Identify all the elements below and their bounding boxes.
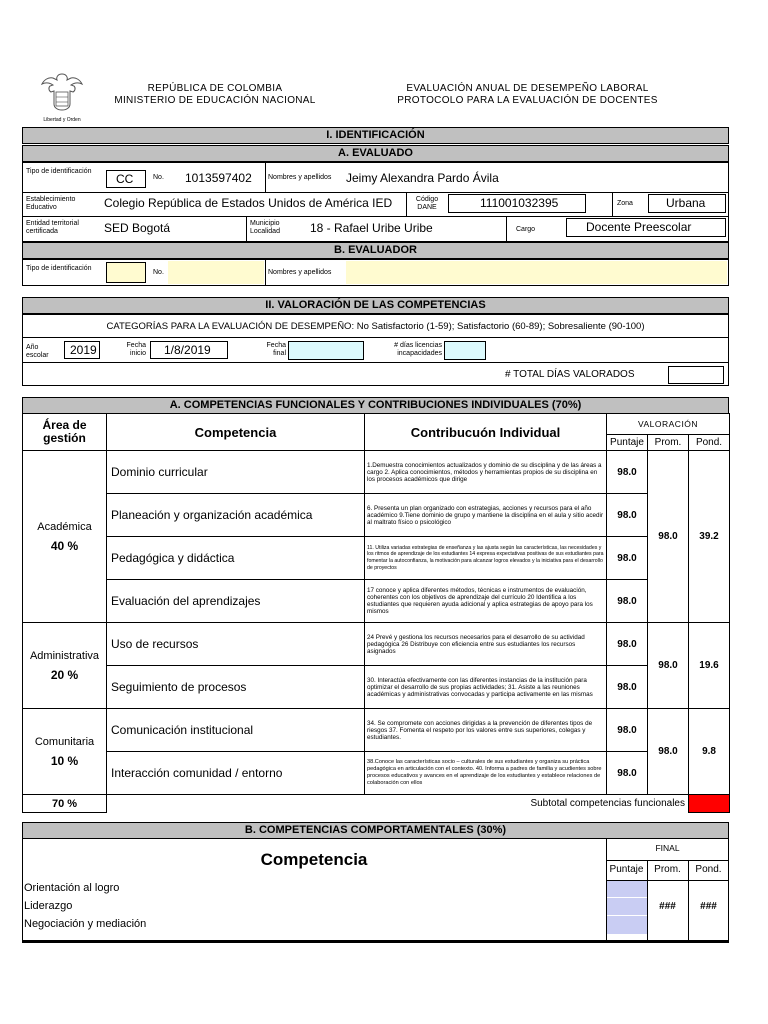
comp-puntaje-2[interactable] (607, 916, 647, 934)
tipo-id-label: Tipo de identificación (26, 168, 92, 175)
right-header (380, 83, 675, 107)
dias-licencias-label: # días licencias incapacidades (394, 342, 442, 357)
col-pond-header: Pond. (689, 435, 730, 451)
header-republic: REPÚBLICA DE COLOMBIA (147, 83, 283, 94)
area-pct: 40 % (50, 538, 79, 553)
anio-value: 2019 (70, 343, 97, 357)
competencia-name: Uso de recursos (107, 623, 365, 666)
subtotal-row (23, 795, 730, 813)
ev-nombre-label: Nombres y apellidos (268, 269, 332, 276)
area-name: Académica (37, 520, 92, 533)
entidad-value[interactable]: SED Bogotá (104, 221, 171, 235)
entidad-label: Entidad territorial certificada (26, 220, 79, 235)
competencia-name: Pedagógica y didáctica (107, 537, 365, 580)
puntaje-value[interactable]: 98.0 (607, 537, 648, 580)
col-contribucion-header: Contribucuón Individual (365, 414, 607, 451)
municipio-label: Municipio Localidad (250, 220, 280, 235)
zona-value: Urbana (666, 196, 706, 210)
area-name: Administrativa (29, 649, 100, 662)
valoracion-title: II. VALORACIÓN DE LAS COMPETENCIAS (22, 297, 729, 314)
col-area-header: Área de gestión (23, 414, 107, 451)
competencia-name: Comunicación institucional (107, 709, 365, 752)
codigo-value: 111001032395 (480, 196, 559, 210)
fecha-inicio-label: Fecha inicio (126, 342, 146, 357)
total-dias-field[interactable] (668, 366, 724, 384)
identificacion-title: I. IDENTIFICACIÓN (22, 127, 729, 144)
competencia-name: Seguimiento de procesos (107, 666, 365, 709)
left-header (110, 83, 320, 107)
comp-item-1: Liderazgo (24, 900, 73, 912)
anio-label: Año escolar (26, 344, 49, 359)
ev-tipo-label: Tipo de identificación (26, 265, 92, 272)
subtotal-label: Subtotal competencias funcionales (530, 798, 685, 810)
nombre-value[interactable]: Jeimy Alexandra Pardo Ávila (346, 171, 499, 185)
contribucion-text[interactable]: 1.Demuestra conocimientos actualizados y dominio de su disciplina y de las áreas a cargo 2. Aplica conocimientos, métodos y herramientas propios de su disciplina en los procesos académicos que dirige (365, 451, 607, 494)
pond-value: 19.6 (689, 623, 730, 709)
contribucion-text[interactable]: 6. Presenta un plan organizado con estrategias, acciones y recursos para el año académico 9.Tiene dominio de grupo y mantiene la disciplina en el aula y sitio acedir al maltrato físico o psicológico (365, 494, 607, 537)
header-protocol-title: PROTOCOLO PARA LA EVALUACIÓN DE DOCENTES (397, 95, 658, 106)
header-evaluation-title: EVALUACIÓN ANUAL DE DESEMPEÑO LABORAL (406, 83, 649, 94)
total-pct: 70 % (23, 795, 107, 813)
ev-no-label: No. (153, 269, 164, 276)
establecimiento-label: Establecimiento Educativo (26, 196, 76, 211)
coat-of-arms-logo (40, 72, 84, 123)
id-number[interactable]: 1013597402 (185, 171, 252, 185)
comp-pond-value: ### (700, 901, 717, 912)
area-name: Comunitaria (34, 735, 95, 748)
prom-value: 98.0 (648, 709, 689, 795)
fecha-final-label: Fecha final (266, 342, 286, 357)
comp-col-pond: Pond. (695, 864, 722, 875)
comp-item-0: Orientación al logro (24, 882, 120, 894)
nombre-label: Nombres y apellidos (268, 174, 332, 181)
zona-label: Zona (617, 200, 633, 207)
puntaje-value[interactable]: 98.0 (607, 752, 648, 795)
prom-value: 98.0 (648, 623, 689, 709)
subtotal-value-cell (689, 795, 730, 813)
cargo-value: Docente Preescolar (586, 220, 692, 234)
col-puntaje-header: Puntaje (607, 435, 648, 451)
contribucion-text[interactable]: 34. Se compromete con acciones dirigidas a la prevención de diferentes tipos de riesgos 37. Fomenta el respeto por los valores entre sus superiores, colegas y estudiantes. (365, 709, 607, 752)
evaluado-title: A. EVALUADO (22, 145, 729, 162)
table-row (23, 666, 730, 709)
comp-prom-value: ### (659, 901, 676, 912)
table-row (23, 623, 730, 666)
comp-col-final: FINAL (655, 843, 680, 853)
pond-value: 39.2 (689, 451, 730, 623)
table-row (23, 709, 730, 752)
col-valoracion-header: VALORACIÓN (607, 414, 730, 435)
table-row (23, 494, 730, 537)
dias-licencias-field[interactable] (444, 341, 486, 360)
puntaje-value[interactable]: 98.0 (607, 451, 648, 494)
contribucion-text[interactable]: 17 conoce y aplica diferentes métodos, técnicas e instrumentos de evaluación, coherentes con los objetivos de aprendizaje del currículo 20 Identifica a los estudiantes que requieren ayuda adicional y aplica estrategias de apoyo para los mismos (365, 580, 607, 623)
area-administrativa (23, 623, 107, 709)
comp-puntaje-1[interactable] (607, 898, 647, 916)
area-academica (23, 451, 107, 623)
area-pct: 20 % (50, 667, 79, 682)
prom-value: 98.0 (648, 451, 689, 623)
competencia-name: Planeación y organización académica (107, 494, 365, 537)
tipo-id-value: CC (116, 172, 134, 186)
contribucion-text[interactable]: 24 Prevé y gestiona los recursos necesarios para el desarrollo de su actividad pedagógica 26 Distribuye con eficiencia entre sus estudiantes los recursos asignados (365, 623, 607, 666)
comportamentales-title: B. COMPETENCIAS COMPORTAMENTALES (30%) (22, 822, 729, 839)
codigo-label: Código DANE (415, 196, 439, 211)
categorias-text: CATEGORÍAS PARA LA EVALUACIÓN DE DESEMPEÑO: No Satisfactorio (1-59); Satisfactorio (60-89); Sobresaliente (90-100) (106, 321, 645, 332)
puntaje-value[interactable]: 98.0 (607, 623, 648, 666)
contribucion-text[interactable]: 38.Conoce las características socio – culturales de sus estudiantes y organiza su práctica pedagógica en articulación con el contexto. 40. Informa a padres de familia y acudientes sobre procesos educativos y avances en el aprendizaje de los estudiantes y establece relaciones de colaboración con ellos (365, 752, 607, 795)
table-row (23, 752, 730, 795)
puntaje-value[interactable]: 98.0 (607, 666, 648, 709)
funcionales-table (22, 413, 730, 813)
puntaje-value[interactable]: 98.0 (607, 709, 648, 752)
comp-item-2: Negociación y mediación (24, 918, 147, 930)
evaluador-title: B. EVALUADOR (22, 242, 729, 259)
comp-puntaje-0[interactable] (607, 881, 647, 898)
competencia-name: Interacción comunidad / entorno (107, 752, 365, 795)
pond-value: 9.8 (689, 709, 730, 795)
total-dias-label: # TOTAL DÍAS VALORADOS (505, 369, 635, 380)
ev-number-field[interactable] (168, 261, 264, 284)
area-pct: 10 % (50, 753, 79, 768)
table-row (23, 451, 730, 494)
municipio-value[interactable]: 18 - Rafael Uribe Uribe (310, 221, 433, 235)
comp-col-competencia: Competencia (260, 850, 368, 869)
puntaje-value[interactable]: 98.0 (607, 580, 648, 623)
no-label: No. (153, 174, 164, 181)
fecha-inicio-value: 1/8/2019 (164, 343, 211, 357)
cargo-label: Cargo (516, 226, 536, 233)
competencia-name: Evaluación del aprendizajes (107, 580, 365, 623)
col-prom-header: Prom. (648, 435, 689, 451)
contribucion-text[interactable]: 11. Utiliza variadas estrategias de enseñanza y las ajusta según las características, las necesidades y los ritmos de aprendizaje de los estudiantes 14 expresa expectativas positivas de sus estudiantes para fomentar la autoconfianza, la motivación para alcanzar logros elevados y la iniciativa para el desarrollo de proyectos (365, 537, 607, 580)
puntaje-value[interactable]: 98.0 (607, 494, 648, 537)
comp-col-prom: Prom. (654, 864, 681, 875)
ev-tipo-field[interactable] (106, 262, 146, 283)
fecha-final-field[interactable] (288, 341, 364, 360)
establecimiento-value[interactable]: Colegio República de Estados Unidos de América IED (104, 196, 393, 210)
contribucion-text[interactable]: 30. Interactúa efectivamente con las diferentes instancias de la institución para optimizar el desarrollo de sus propias actividades; 31. Asiste a las reuniones académicas y administrativas convocadas y participa activamente en las mismas (365, 666, 607, 709)
competencia-name: Dominio curricular (107, 451, 365, 494)
table-row (23, 580, 730, 623)
ev-nombre-field[interactable] (346, 261, 727, 284)
funcionales-title: A. COMPETENCIAS FUNCIONALES Y CONTRIBUCIONES INDIVIDUALES (70%) (22, 397, 729, 414)
comp-col-puntaje: Puntaje (609, 864, 644, 875)
header-ministry: MINISTERIO DE EDUCACIÓN NACIONAL (114, 95, 316, 106)
logo-caption: Libertad y Orden (43, 117, 81, 123)
area-comunitaria (23, 709, 107, 795)
col-competencia-header: Competencia (107, 414, 365, 451)
table-row (23, 537, 730, 580)
